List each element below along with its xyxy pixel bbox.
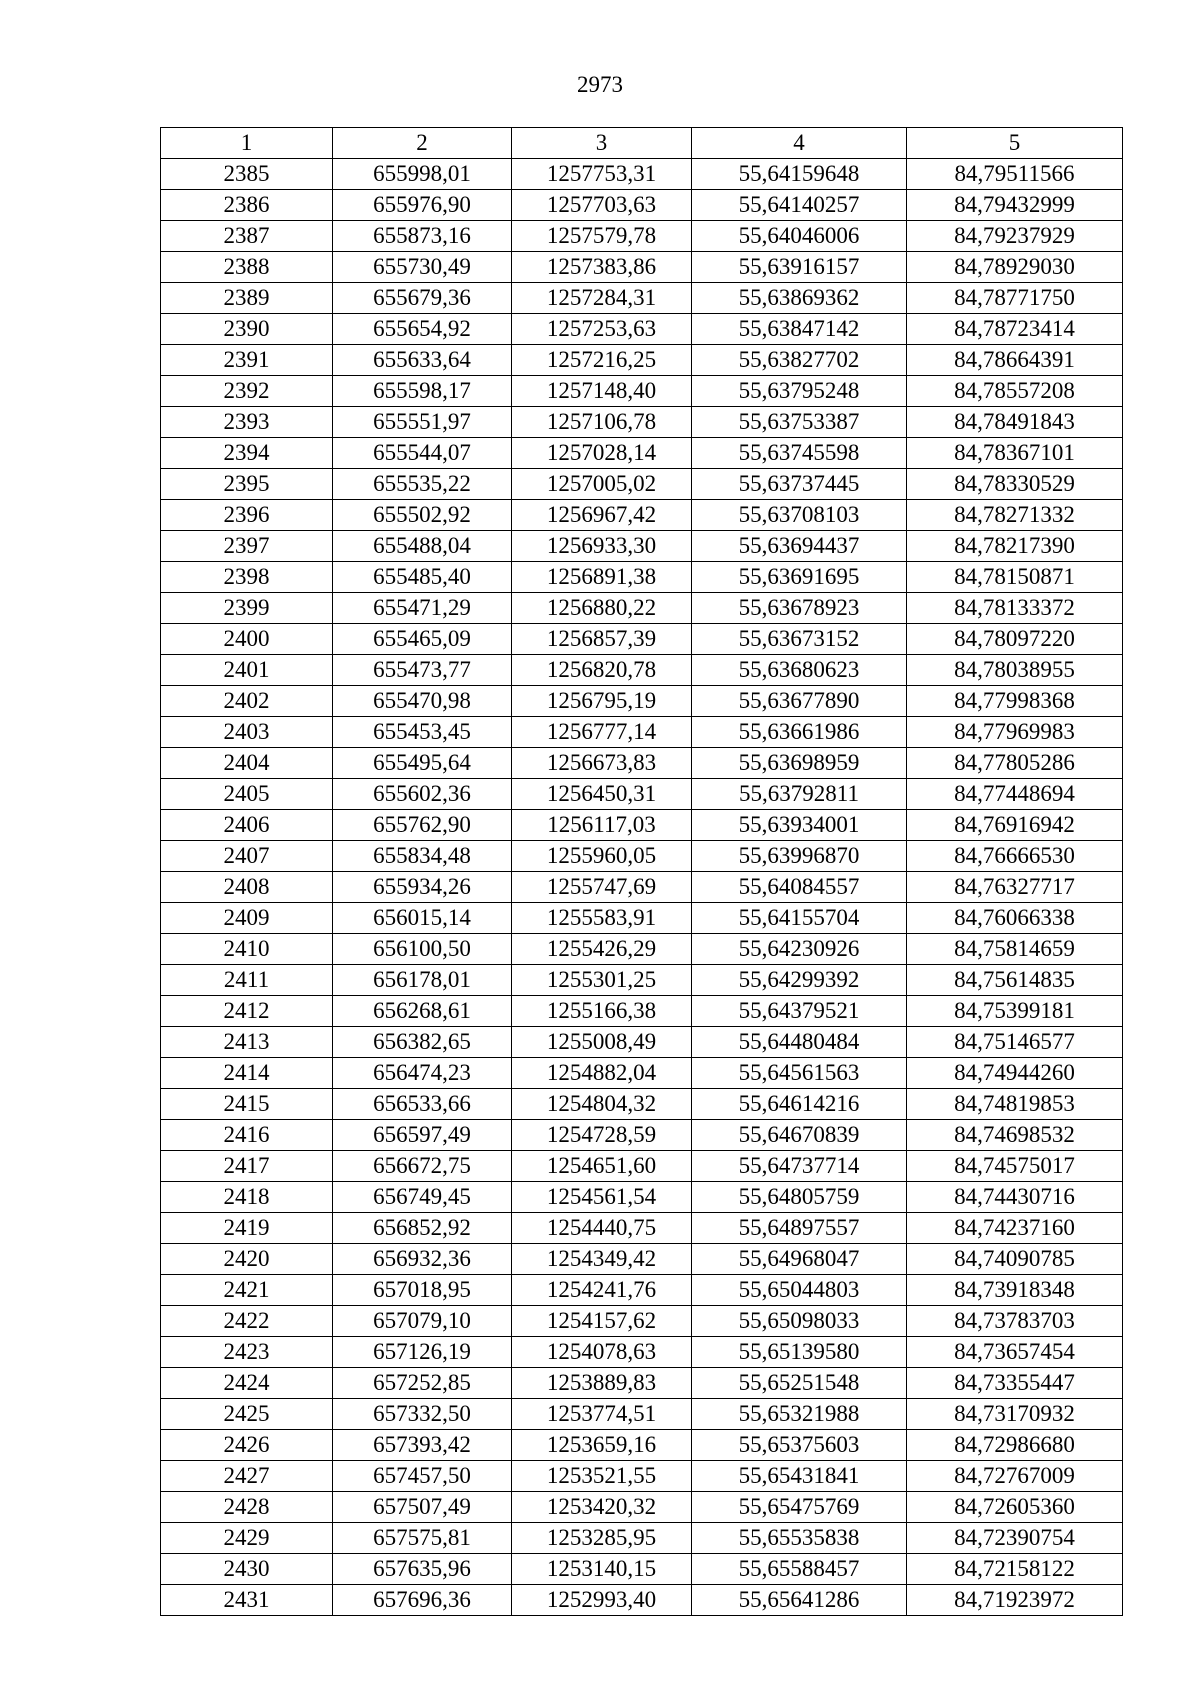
table-cell-col-2: 655633,64 [333,345,512,376]
table-cell-col-1: 2431 [161,1585,333,1616]
table-cell-col-4: 55,63661986 [692,717,907,748]
table-row [161,841,1123,872]
table-row [161,1399,1123,1430]
table-cell-col-1: 2424 [161,1368,333,1399]
table-cell-col-4: 55,64046006 [692,221,907,252]
table-cell-col-3: 1253774,51 [512,1399,692,1430]
table-cell-col-5: 84,72767009 [907,1461,1123,1492]
table-cell-col-2: 655654,92 [333,314,512,345]
table-cell-col-1: 2392 [161,376,333,407]
table-cell-col-5: 84,79511566 [907,159,1123,190]
table-cell-col-4: 55,63795248 [692,376,907,407]
table-row [161,1306,1123,1337]
table-cell-col-1: 2394 [161,438,333,469]
table-cell-col-2: 655465,09 [333,624,512,655]
table-cell-col-2: 657457,50 [333,1461,512,1492]
table-cell-col-4: 55,63680623 [692,655,907,686]
table-cell-col-5: 84,74237160 [907,1213,1123,1244]
table-cell-col-5: 84,73170932 [907,1399,1123,1430]
table-cell-col-3: 1254241,76 [512,1275,692,1306]
table-row [161,872,1123,903]
table-row [161,190,1123,221]
table-cell-col-5: 84,74819853 [907,1089,1123,1120]
table-cell-col-3: 1256933,30 [512,531,692,562]
table-cell-col-2: 655535,22 [333,469,512,500]
table-cell-col-1: 2421 [161,1275,333,1306]
table-cell-col-2: 655598,17 [333,376,512,407]
table-cell-col-1: 2391 [161,345,333,376]
table-cell-col-2: 655998,01 [333,159,512,190]
column-header-2: 2 [333,128,512,159]
table-row [161,252,1123,283]
table-cell-col-2: 655453,45 [333,717,512,748]
table-cell-col-5: 84,78097220 [907,624,1123,655]
table-cell-col-3: 1253659,16 [512,1430,692,1461]
table-cell-col-2: 657393,42 [333,1430,512,1461]
table-row [161,1027,1123,1058]
table-cell-col-2: 656749,45 [333,1182,512,1213]
table-cell-col-5: 84,78557208 [907,376,1123,407]
table-cell-col-2: 657507,49 [333,1492,512,1523]
table-cell-col-4: 55,63737445 [692,469,907,500]
table-cell-col-5: 84,73355447 [907,1368,1123,1399]
table-cell-col-3: 1256673,83 [512,748,692,779]
table-cell-col-3: 1254078,63 [512,1337,692,1368]
table-cell-col-5: 84,78271332 [907,500,1123,531]
table-cell-col-5: 84,74698532 [907,1120,1123,1151]
table-cell-col-2: 656852,92 [333,1213,512,1244]
table-cell-col-3: 1256820,78 [512,655,692,686]
table-cell-col-4: 55,63827702 [692,345,907,376]
table-cell-col-5: 84,78929030 [907,252,1123,283]
table-cell-col-4: 55,63869362 [692,283,907,314]
table-cell-col-5: 84,77448694 [907,779,1123,810]
table-cell-col-4: 55,64670839 [692,1120,907,1151]
table-cell-col-2: 655485,40 [333,562,512,593]
table-cell-col-4: 55,64737714 [692,1151,907,1182]
table-cell-col-3: 1256880,22 [512,593,692,624]
table-cell-col-3: 1256857,39 [512,624,692,655]
table-cell-col-2: 656533,66 [333,1089,512,1120]
table-cell-col-1: 2419 [161,1213,333,1244]
table-cell-col-5: 84,75399181 [907,996,1123,1027]
table-cell-col-1: 2407 [161,841,333,872]
table-cell-col-4: 55,65588457 [692,1554,907,1585]
column-header-5: 5 [907,128,1123,159]
table-header [161,128,1123,159]
table-row [161,562,1123,593]
table-cell-col-4: 55,65475769 [692,1492,907,1523]
table-cell-col-5: 84,72390754 [907,1523,1123,1554]
table-cell-col-3: 1257284,31 [512,283,692,314]
table-cell-col-4: 55,63677890 [692,686,907,717]
table-cell-col-2: 655873,16 [333,221,512,252]
table-row [161,624,1123,655]
table-cell-col-3: 1257253,63 [512,314,692,345]
table-cell-col-2: 656382,65 [333,1027,512,1058]
table-cell-col-3: 1257005,02 [512,469,692,500]
table-cell-col-3: 1257216,25 [512,345,692,376]
table-cell-col-3: 1253521,55 [512,1461,692,1492]
table-cell-col-4: 55,63916157 [692,252,907,283]
table-cell-col-1: 2428 [161,1492,333,1523]
table-cell-col-3: 1257753,31 [512,159,692,190]
table-cell-col-3: 1254440,75 [512,1213,692,1244]
table-cell-col-4: 55,64561563 [692,1058,907,1089]
table-cell-col-5: 84,71923972 [907,1585,1123,1616]
table-cell-col-3: 1255583,91 [512,903,692,934]
table-cell-col-3: 1252993,40 [512,1585,692,1616]
table-row [161,1461,1123,1492]
table-cell-col-1: 2405 [161,779,333,810]
table-row [161,376,1123,407]
table-cell-col-4: 55,64805759 [692,1182,907,1213]
table-row [161,500,1123,531]
header-row [161,128,1123,159]
table-row [161,1430,1123,1461]
table-cell-col-1: 2388 [161,252,333,283]
table-cell-col-5: 84,74575017 [907,1151,1123,1182]
table-row [161,531,1123,562]
table-cell-col-1: 2393 [161,407,333,438]
table-cell-col-2: 655473,77 [333,655,512,686]
table-cell-col-1: 2413 [161,1027,333,1058]
table-cell-col-5: 84,78038955 [907,655,1123,686]
table-cell-col-5: 84,75614835 [907,965,1123,996]
table-cell-col-2: 657252,85 [333,1368,512,1399]
table-cell-col-4: 55,64084557 [692,872,907,903]
table-cell-col-3: 1255426,29 [512,934,692,965]
table-cell-col-1: 2418 [161,1182,333,1213]
table-row [161,283,1123,314]
table-cell-col-3: 1255960,05 [512,841,692,872]
table-cell-col-2: 656672,75 [333,1151,512,1182]
table-row [161,1554,1123,1585]
table-cell-col-5: 84,77998368 [907,686,1123,717]
table-row [161,717,1123,748]
table-row [161,779,1123,810]
table-cell-col-2: 655471,29 [333,593,512,624]
table-row [161,1275,1123,1306]
table-cell-col-4: 55,65098033 [692,1306,907,1337]
table-row [161,593,1123,624]
table-cell-col-5: 84,78217390 [907,531,1123,562]
page-number: 2973 [577,72,623,97]
table-cell-col-4: 55,63745598 [692,438,907,469]
table-cell-col-2: 657696,36 [333,1585,512,1616]
table-cell-col-3: 1253140,15 [512,1554,692,1585]
table-cell-col-2: 656268,61 [333,996,512,1027]
table-cell-col-4: 55,64480484 [692,1027,907,1058]
table-cell-col-3: 1256967,42 [512,500,692,531]
table-cell-col-4: 55,64897557 [692,1213,907,1244]
table-cell-col-3: 1257579,78 [512,221,692,252]
table-cell-col-4: 55,63708103 [692,500,907,531]
table-cell-col-2: 657332,50 [333,1399,512,1430]
table-cell-col-4: 55,63847142 [692,314,907,345]
table-cell-col-4: 55,65044803 [692,1275,907,1306]
column-header-1: 1 [161,128,333,159]
table-row [161,1089,1123,1120]
table-cell-col-2: 655470,98 [333,686,512,717]
table-cell-col-2: 655762,90 [333,810,512,841]
table-cell-col-4: 55,64299392 [692,965,907,996]
table-cell-col-5: 84,79237929 [907,221,1123,252]
table-cell-col-1: 2389 [161,283,333,314]
table-cell-col-1: 2386 [161,190,333,221]
table-cell-col-2: 655495,64 [333,748,512,779]
table-cell-col-2: 655502,92 [333,500,512,531]
table-cell-col-2: 655679,36 [333,283,512,314]
table-cell-col-4: 55,63678923 [692,593,907,624]
table-cell-col-4: 55,65535838 [692,1523,907,1554]
table-cell-col-3: 1254651,60 [512,1151,692,1182]
table-cell-col-1: 2412 [161,996,333,1027]
table-cell-col-3: 1253285,95 [512,1523,692,1554]
table-cell-col-2: 657079,10 [333,1306,512,1337]
table-cell-col-2: 656597,49 [333,1120,512,1151]
table-row [161,1058,1123,1089]
table-cell-col-3: 1254157,62 [512,1306,692,1337]
table-cell-col-1: 2411 [161,965,333,996]
table-cell-col-1: 2398 [161,562,333,593]
table-cell-col-1: 2400 [161,624,333,655]
table-row [161,1337,1123,1368]
table-cell-col-3: 1257028,14 [512,438,692,469]
table-cell-col-5: 84,73918348 [907,1275,1123,1306]
table-row [161,314,1123,345]
table-row [161,438,1123,469]
table-cell-col-5: 84,75146577 [907,1027,1123,1058]
table-cell-col-1: 2402 [161,686,333,717]
table-row [161,903,1123,934]
table-cell-col-1: 2426 [161,1430,333,1461]
table-cell-col-4: 55,64379521 [692,996,907,1027]
table-cell-col-1: 2399 [161,593,333,624]
table-cell-col-2: 655544,07 [333,438,512,469]
table-cell-col-5: 84,75814659 [907,934,1123,965]
table-cell-col-1: 2385 [161,159,333,190]
table-cell-col-5: 84,77805286 [907,748,1123,779]
table-cell-col-5: 84,74430716 [907,1182,1123,1213]
table-cell-col-3: 1257106,78 [512,407,692,438]
table-cell-col-5: 84,76327717 [907,872,1123,903]
table-body [161,159,1123,1616]
table-cell-col-4: 55,64159648 [692,159,907,190]
table-cell-col-4: 55,63934001 [692,810,907,841]
table-cell-col-3: 1256795,19 [512,686,692,717]
column-header-3: 3 [512,128,692,159]
table-cell-col-2: 655551,97 [333,407,512,438]
table-cell-col-2: 655934,26 [333,872,512,903]
table-cell-col-3: 1255747,69 [512,872,692,903]
table-cell-col-4: 55,63753387 [692,407,907,438]
table-cell-col-5: 84,78150871 [907,562,1123,593]
table-cell-col-2: 656100,50 [333,934,512,965]
table-cell-col-1: 2429 [161,1523,333,1554]
table-cell-col-1: 2397 [161,531,333,562]
table-cell-col-1: 2403 [161,717,333,748]
table-cell-col-2: 657126,19 [333,1337,512,1368]
table-cell-col-1: 2430 [161,1554,333,1585]
table-cell-col-1: 2406 [161,810,333,841]
table-cell-col-5: 84,78133372 [907,593,1123,624]
table-cell-col-2: 657635,96 [333,1554,512,1585]
table-cell-col-2: 655834,48 [333,841,512,872]
table-cell-col-3: 1256777,14 [512,717,692,748]
table-row [161,407,1123,438]
table-cell-col-4: 55,65641286 [692,1585,907,1616]
table-cell-col-5: 84,78491843 [907,407,1123,438]
table-cell-col-5: 84,76666530 [907,841,1123,872]
table-row [161,221,1123,252]
table-cell-col-4: 55,63792811 [692,779,907,810]
table-cell-col-4: 55,63673152 [692,624,907,655]
table-row [161,965,1123,996]
table-cell-col-3: 1257383,86 [512,252,692,283]
table-row [161,159,1123,190]
table-cell-col-3: 1254804,32 [512,1089,692,1120]
table-cell-col-1: 2425 [161,1399,333,1430]
table-cell-col-3: 1253420,32 [512,1492,692,1523]
table-row [161,810,1123,841]
table-row [161,748,1123,779]
table-cell-col-2: 655488,04 [333,531,512,562]
table-row [161,1492,1123,1523]
table-cell-col-5: 84,77969983 [907,717,1123,748]
table-cell-col-2: 656178,01 [333,965,512,996]
table-cell-col-4: 55,65431841 [692,1461,907,1492]
table-cell-col-5: 84,74090785 [907,1244,1123,1275]
table-row [161,1213,1123,1244]
table-cell-col-3: 1254349,42 [512,1244,692,1275]
table-cell-col-3: 1257148,40 [512,376,692,407]
table-cell-col-1: 2417 [161,1151,333,1182]
table-cell-col-1: 2420 [161,1244,333,1275]
table-cell-col-5: 84,73783703 [907,1306,1123,1337]
table-cell-col-1: 2409 [161,903,333,934]
table-row [161,1182,1123,1213]
table-row [161,934,1123,965]
table-cell-col-5: 84,78723414 [907,314,1123,345]
table-cell-col-4: 55,64968047 [692,1244,907,1275]
table-row [161,345,1123,376]
table-row [161,996,1123,1027]
table-cell-col-4: 55,63698959 [692,748,907,779]
table-cell-col-1: 2416 [161,1120,333,1151]
table-cell-col-3: 1253889,83 [512,1368,692,1399]
table-cell-col-1: 2387 [161,221,333,252]
table-cell-col-4: 55,63996870 [692,841,907,872]
table-cell-col-3: 1256117,03 [512,810,692,841]
table-cell-col-4: 55,65321988 [692,1399,907,1430]
table-cell-col-1: 2395 [161,469,333,500]
table-cell-col-2: 655976,90 [333,190,512,221]
table-cell-col-4: 55,65375603 [692,1430,907,1461]
table-cell-col-1: 2408 [161,872,333,903]
table-cell-col-4: 55,65139580 [692,1337,907,1368]
table-cell-col-3: 1255301,25 [512,965,692,996]
table-row [161,1585,1123,1616]
table-cell-col-5: 84,78664391 [907,345,1123,376]
table-cell-col-2: 657575,81 [333,1523,512,1554]
table-cell-col-1: 2396 [161,500,333,531]
table-cell-col-3: 1255008,49 [512,1027,692,1058]
table-cell-col-3: 1255166,38 [512,996,692,1027]
table-cell-col-1: 2415 [161,1089,333,1120]
table-cell-col-1: 2427 [161,1461,333,1492]
table-cell-col-2: 655602,36 [333,779,512,810]
table-cell-col-5: 84,78330529 [907,469,1123,500]
table-row [161,1120,1123,1151]
table-cell-col-4: 55,64230926 [692,934,907,965]
table-cell-col-4: 55,64155704 [692,903,907,934]
table-cell-col-2: 656015,14 [333,903,512,934]
table-cell-col-1: 2423 [161,1337,333,1368]
table-row [161,1244,1123,1275]
table-cell-col-1: 2401 [161,655,333,686]
table-cell-col-5: 84,72605360 [907,1492,1123,1523]
table-cell-col-5: 84,78771750 [907,283,1123,314]
table-cell-col-2: 656474,23 [333,1058,512,1089]
table-cell-col-3: 1254882,04 [512,1058,692,1089]
table-row [161,1523,1123,1554]
table-cell-col-1: 2404 [161,748,333,779]
table-cell-col-3: 1254728,59 [512,1120,692,1151]
table-cell-col-4: 55,63694437 [692,531,907,562]
table-cell-col-5: 84,74944260 [907,1058,1123,1089]
table-cell-col-3: 1257703,63 [512,190,692,221]
table-row [161,1368,1123,1399]
table-cell-col-5: 84,78367101 [907,438,1123,469]
table-cell-col-5: 84,72986680 [907,1430,1123,1461]
table-cell-col-1: 2422 [161,1306,333,1337]
table-row [161,469,1123,500]
table-cell-col-2: 657018,95 [333,1275,512,1306]
table-cell-col-2: 656932,36 [333,1244,512,1275]
table-cell-col-5: 84,76916942 [907,810,1123,841]
table-cell-col-3: 1256450,31 [512,779,692,810]
table-cell-col-5: 84,73657454 [907,1337,1123,1368]
table-row [161,655,1123,686]
table-cell-col-4: 55,65251548 [692,1368,907,1399]
table-cell-col-5: 84,76066338 [907,903,1123,934]
column-header-4: 4 [692,128,907,159]
table-cell-col-4: 55,63691695 [692,562,907,593]
table-cell-col-2: 655730,49 [333,252,512,283]
table-row [161,686,1123,717]
table-cell-col-1: 2410 [161,934,333,965]
coordinates-table [160,127,1123,1616]
table-cell-col-4: 55,64140257 [692,190,907,221]
table-row [161,1151,1123,1182]
table-cell-col-1: 2390 [161,314,333,345]
table-cell-col-3: 1256891,38 [512,562,692,593]
table-cell-col-5: 84,79432999 [907,190,1123,221]
table-cell-col-3: 1254561,54 [512,1182,692,1213]
table-cell-col-5: 84,72158122 [907,1554,1123,1585]
table-cell-col-4: 55,64614216 [692,1089,907,1120]
table-cell-col-1: 2414 [161,1058,333,1089]
